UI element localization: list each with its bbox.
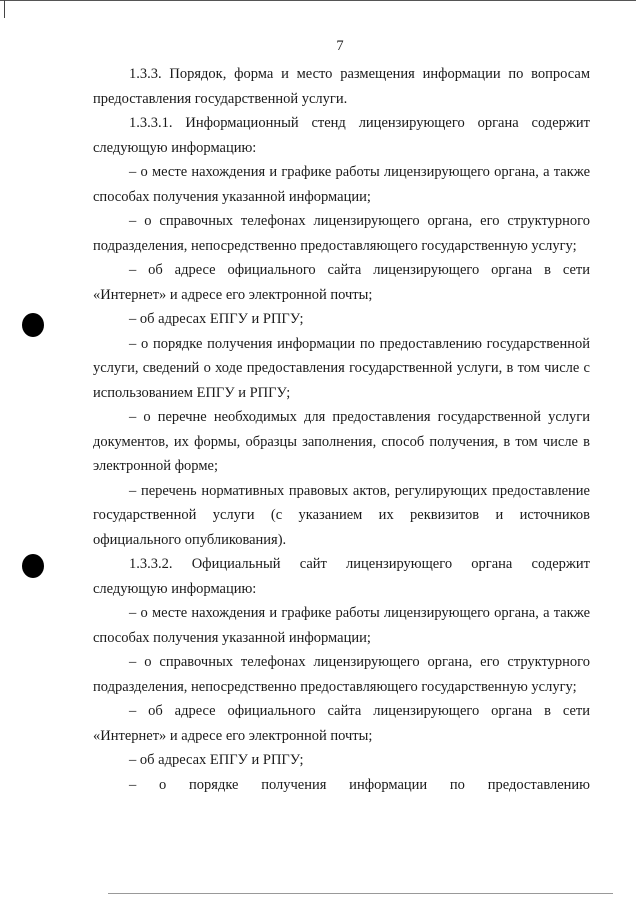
top-edge-line (0, 0, 636, 1)
bottom-edge-line (108, 893, 613, 894)
section-heading: 1.3.3. Порядок, форма и место размещения информации по вопросам предоставления государственной услуги. (93, 66, 590, 107)
list-item: – о справочных телефонах лицензирующего органа, его структурного подразделения, непосредственно предоставляющего государственную услугу; (93, 654, 590, 695)
list-item: – об адресе официального сайта лицензирующего органа в сети «Интернет» и адресе его электронной почты; (93, 262, 590, 303)
binder-hole-mark (22, 554, 44, 578)
document-body (93, 62, 590, 797)
list-item: – о порядке получения информации по предоставлению (129, 776, 590, 793)
subsection-intro: 1.3.3.1. Информационный стенд лицензирующего органа содержит следующую информацию: (93, 115, 590, 156)
list-item: – об адресе официального сайта лицензирующего органа в сети «Интернет» и адресе его электронной почты; (93, 703, 590, 744)
list-item: – о перечне необходимых для предоставления государственной услуги документов, их формы, образцы заполнения, способ получения, в том числе в электронной форме; (93, 409, 590, 474)
binder-hole-mark (22, 313, 44, 337)
list-item: – об адресах ЕПГУ и РПГУ; (129, 311, 304, 327)
list-item: – о порядке получения информации по предоставлению государственной услуги, сведений о ходе предоставления государственной услуги, в том числе с использованием ЕПГУ и РПГУ; (93, 335, 590, 401)
list-item: – перечень нормативных правовых актов, регулирующих предоставление государственной услуги (с указанием их реквизитов и источников официального опубликования). (93, 482, 590, 548)
top-edge-tick (4, 0, 5, 18)
subsection-intro: 1.3.3.2. Официальный сайт лицензирующего органа содержит следующую информацию: (93, 556, 590, 597)
list-item: – о месте нахождения и графике работы лицензирующего органа, а также способах получения указанной информации; (93, 605, 590, 646)
list-item: – об адресах ЕПГУ и РПГУ; (129, 752, 304, 768)
list-item: – о справочных телефонах лицензирующего органа, его структурного подразделения, непосредственно предоставляющего государственную услугу; (93, 213, 590, 254)
page-number: 7 (336, 38, 344, 54)
list-item: – о месте нахождения и графике работы лицензирующего органа, а также способах получения указанной информации; (93, 164, 590, 205)
